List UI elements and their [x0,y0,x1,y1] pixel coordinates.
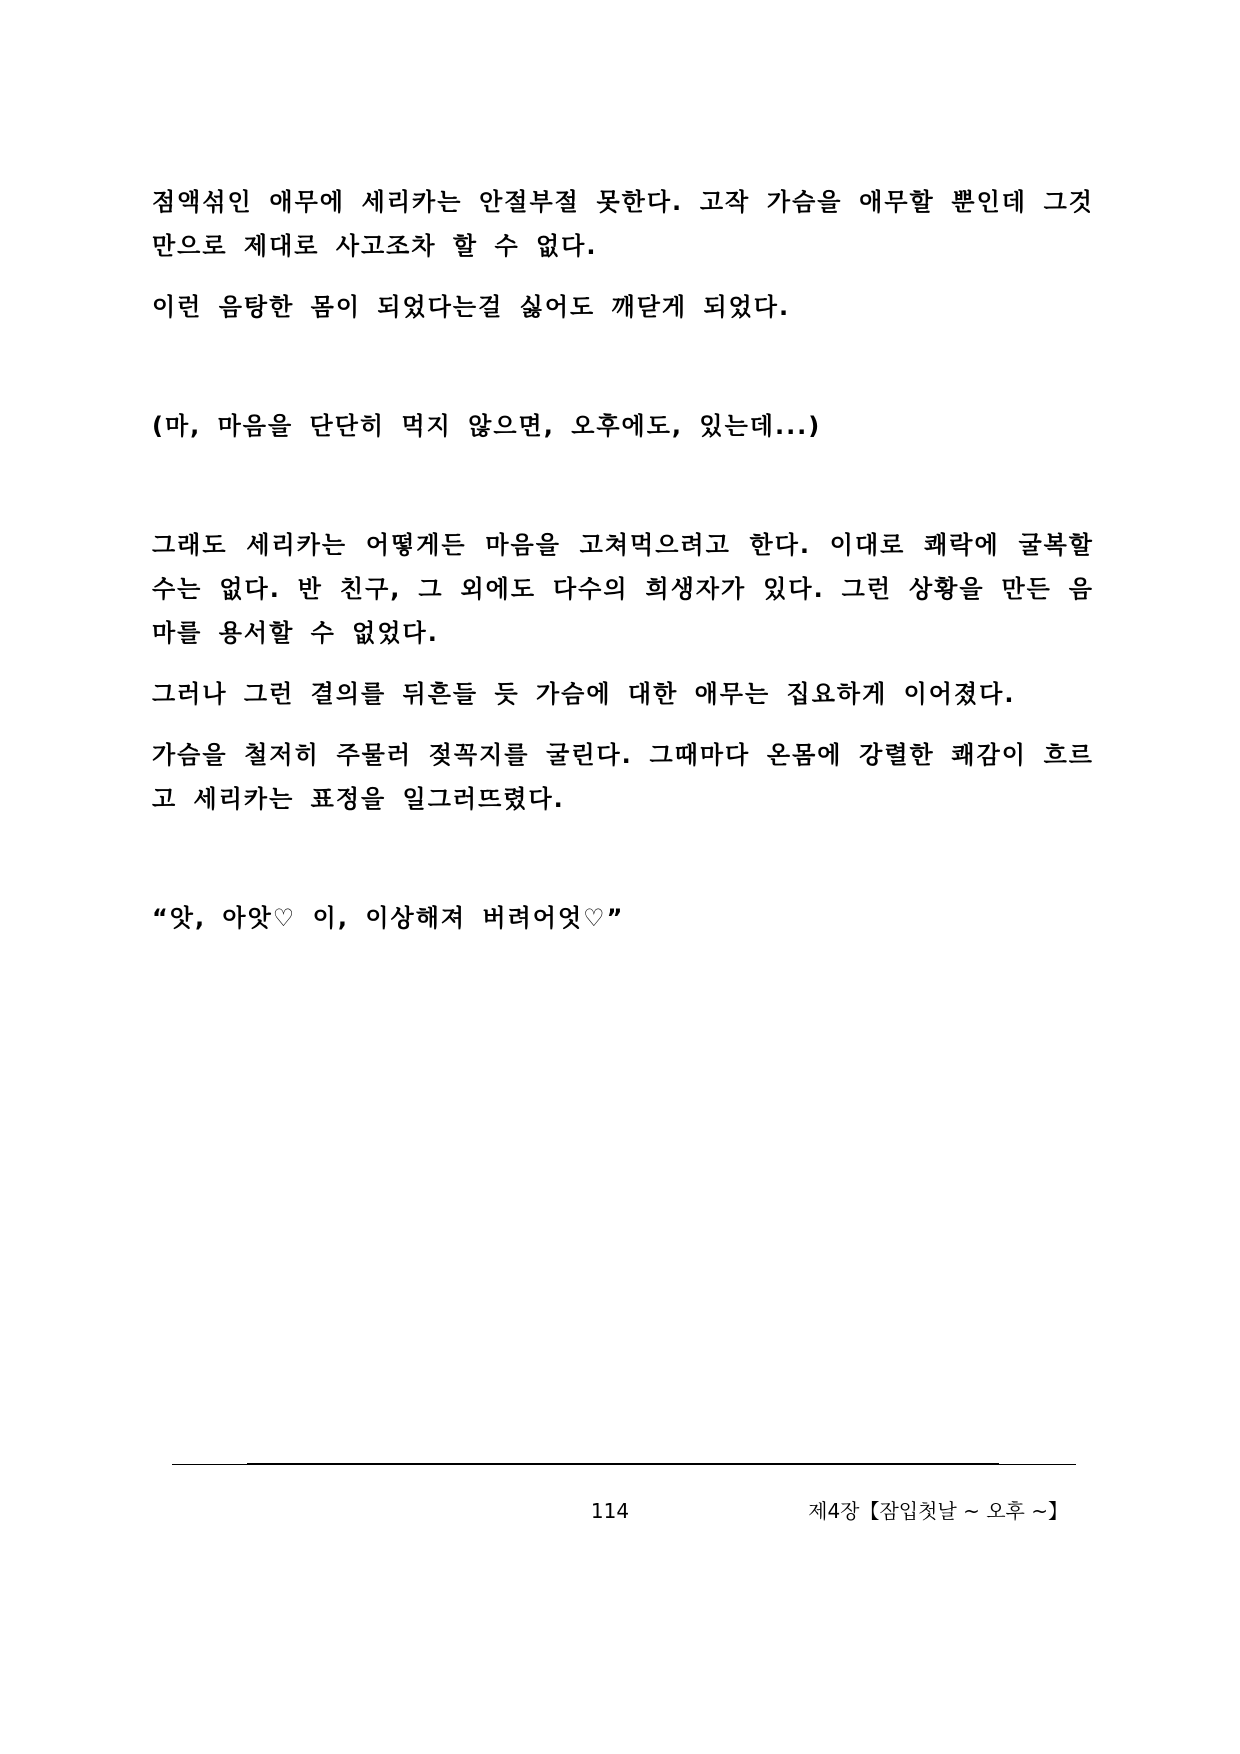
paragraph-7: “앗, 아앗♡ 이, 이상해져 버려어엇♡” [152,904,625,932]
paragraph-2: 이런 음탕한 몸이 되었다는걸 싫어도 깨닫게 되었다. [152,293,791,321]
paragraph-4: 그래도 세리카는 어떻게든 마음을 고쳐먹으려고 한다. 이대로 쾌락에 굴복할 수는 없다. 반 친구, 그 외에도 다수의 희생자가 있다. 그런 상황을 만든 음마를 용서할 수 없었다. [152,531,1094,647]
footer-divider-thick [247,1463,999,1465]
page-number: 114 [590,1499,630,1523]
paragraph-spacer [152,465,1094,523]
chapter-title: 제4장【잠입첫날 ~ 오후 ~】 [808,1499,1068,1523]
paragraph-3: (마, 마음을 단단히 먹지 않으면, 오후에도, 있는데...) [152,412,822,440]
body-text [152,180,1094,957]
paragraph-spacer [152,838,1094,896]
paragraph-5: 그러나 그런 결의를 뒤흔들 듯 가슴에 대한 애무는 집요하게 이어졌다. [152,680,1016,708]
paragraph-1: 점액섞인 애무에 세리카는 안절부절 못한다. 고작 가슴을 애무할 뿐인데 그것만으로 제대로 사고조차 할 수 없다. [152,188,1094,260]
paragraph-spacer [152,346,1094,404]
paragraph-6: 가슴을 철저히 주물러 젖꼭지를 굴린다. 그때마다 온몸에 강렬한 쾌감이 흐르고 세리카는 표정을 일그러뜨렸다. [152,741,1094,813]
